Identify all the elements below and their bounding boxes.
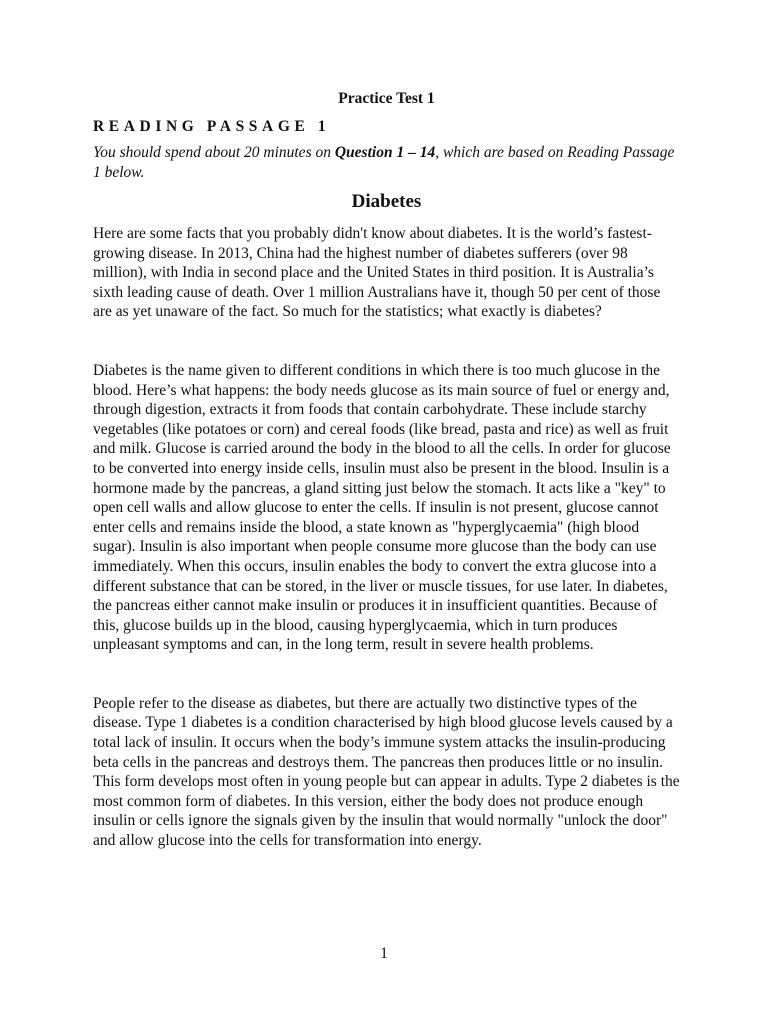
instructions-question-range: Question 1 – 14: [334, 144, 436, 161]
passage-heading: READING PASSAGE 1: [93, 118, 331, 135]
instructions-text-end: , which are based on Reading Passage 1 below.: [93, 144, 675, 181]
paragraph-3: People refer to the disease as diabetes, but there are actually two distinctive types of the disease. Type 1 diabetes is a condition characterised by high blood glucose levels caused by a total lack of insulin. It occurs when the body’s immune system attacks the insulin-producing beta cells in the pancreas and destroys them. The pancreas then produces little or no insulin. This form develops most often in young people but can appear in adults. Type 2 diabetes is the most common form of diabetes. In this version, either the body does not produce enough insulin or cells ignore the signals given by the insulin that would normally "unlock the door" and allow glucose into the cells for transformation into energy.: [93, 694, 680, 850]
article-title: Diabetes: [351, 191, 422, 212]
instructions-text-start: You should spend about 20 minutes on: [93, 144, 335, 161]
instructions: [93, 143, 680, 182]
page-number: 1: [380, 945, 388, 962]
paragraph-1: Here are some facts that you probably didn't know about diabetes. It is the world’s fastest-growing disease. In 2013, China had the highest number of diabetes sufferers (over 98 million), with India in second place and the United States in third position. It is Australia’s sixth leading cause of death. Over 1 million Australians have it, though 50 per cent of those are as yet unaware of the fact. So much for the statistics; what exactly is diabetes?: [93, 225, 661, 321]
paragraph-2: Diabetes is the name given to different conditions in which there is too much glucose in the blood. Here’s what happens: the body needs glucose as its main source of fuel or energy and, through digestion, extracts it from foods that contain carbohydrate. These include starchy vegetables (like potatoes or corn) and cereal foods (like bread, pasta and rice) as well as fruit and milk. Glucose is carried around the body in the blood to all the cells. In order for glucose to be converted into energy inside cells, insulin must also be present in the blood. Insulin is a hormone made by the pancreas, a gland sitting just below the stomach. It acts like a "key" to open cell walls and allow glucose to enter the cells. If insulin is not present, glucose cannot enter cells and remains inside the blood, a state known as "hyperglycaemia" (high blood sugar). Insulin is also important when people consume more glucose than the body can use immediately. When this occurs, insulin enables the body to convert the extra glucose into a different substance that can be stored, in the liver or muscle tissues, for use later. In diabetes, the pancreas either cannot make insulin or produces it in insufficient quantities. Because of this, glucose builds up in the blood, causing hyperglycaemia, which in turn produces unpleasant symptoms and can, in the long term, result in severe health problems.: [93, 361, 671, 654]
paragraph-gap: [93, 322, 680, 361]
test-title: Practice Test 1: [338, 90, 435, 107]
paragraph-gap: [93, 655, 680, 694]
